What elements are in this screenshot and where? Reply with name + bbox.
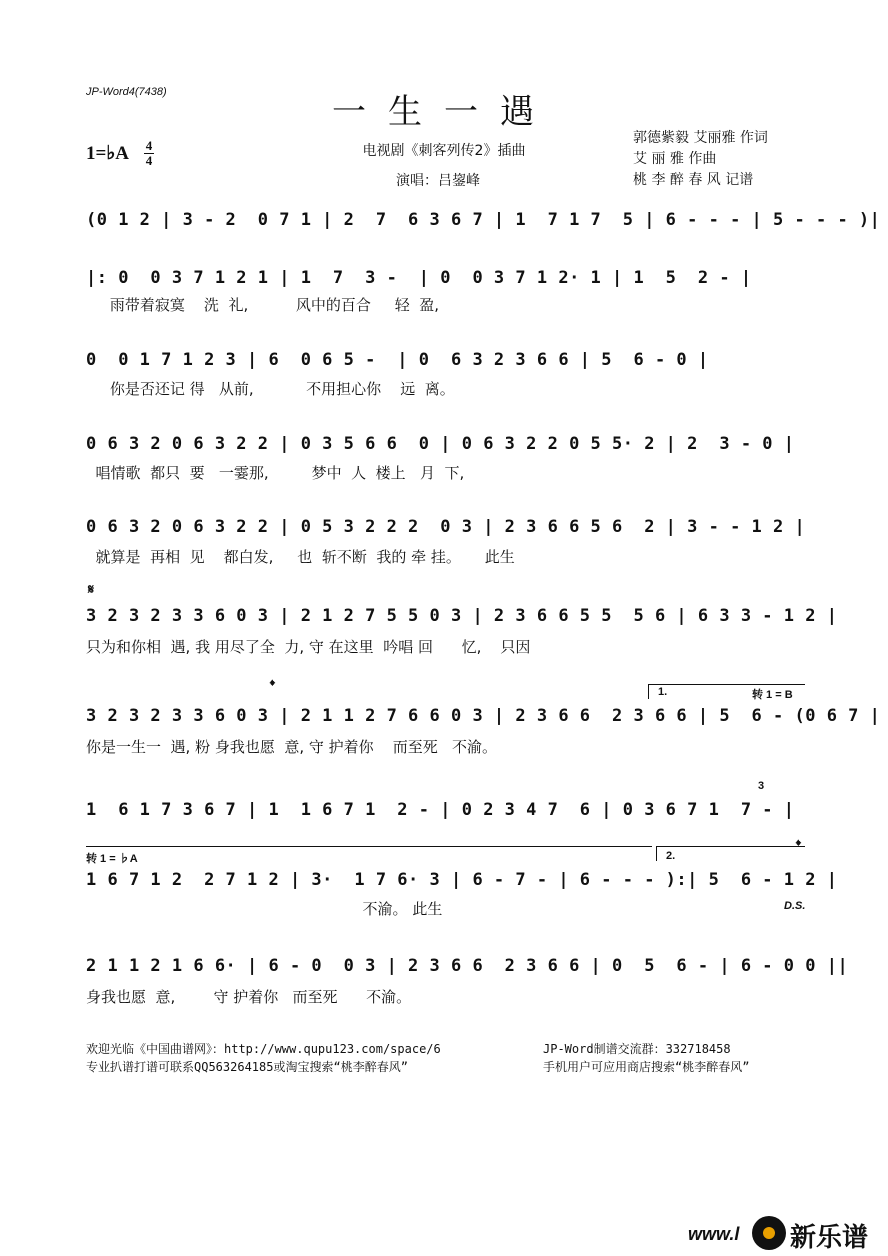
ds-mark: D.S. [784,900,806,912]
score-line-1-notes: (0 1 2 | 3 - 2 0 7 1 | 2 7 6 3 6 7 | 1 7 1 7 5 | 6 - - - | 5 - - - )| [86,210,881,230]
ending-1-label: 1. [658,686,668,698]
ending-2-label: 2. [666,850,676,862]
coda-sign-2: 𝄌 [796,838,801,854]
ending-2-bracket [656,846,805,861]
time-denominator: 4 [145,153,153,168]
score-line-10-lyrics: 身我也愿 意, 守 护着你 而至死 不渝。 [86,988,412,1006]
vinyl-record-icon [752,1216,786,1250]
singer: 演唱：吕鋆峰 [396,173,480,189]
score-line-5-lyrics: 就算是 再相 见 都白发, 也 斩不断 我的 牵 挂。 此生 [86,548,515,566]
score-line-6-notes: 3 2 3 2 3 3 6 0 3 | 2 1 2 7 5 5 0 3 | 2 3 6 6 5 5 5 6 | 6 3 3 - 1 2 | [86,606,838,626]
footer-group: JP-Word制谱交流群：332718458 [543,1042,731,1056]
score-line-2-notes: |: 0 0 3 7 1 2 1 | 1 7 3 - | 0 0 3 7 1 2· 1 | 1 5 2 - | [86,268,752,288]
score-line-4-lyrics: 唱情歌 都只 要 一霎那, 梦中 人 楼上 月 下, [86,464,465,482]
score-line-2-lyrics: 雨带着寂寞 洗 礼, 风中的百合 轻 盈, [86,296,440,314]
watermark-brand: 新乐谱 [790,1223,869,1253]
song-title: 一生一遇 [332,92,556,132]
segno-sign: 𝄋 [88,582,95,598]
credit-lyricist: 郭德紫毅 艾丽雅 作词 [633,130,768,146]
modulation-to-a: 转 1 = ♭A [86,853,138,865]
software-label: JP-Word4(7438) [86,86,167,98]
credit-composer: 艾 丽 雅 作曲 [633,151,717,167]
credit-transcriber: 桃 李 醉 春 风 记谱 [633,172,754,188]
score-line-9-notes: 1 6 7 1 2 2 7 1 2 | 3· 1 7 6· 3 | 6 - 7 - | 6 - - - ):| 5 6 - 1 2 | [86,870,838,890]
time-numerator: 4 [145,138,153,153]
watermark-url: www.l [688,1224,740,1244]
score-line-10-notes: 2 1 1 2 1 6 6· | 6 - 0 0 3 | 2 3 6 6 2 3 6 6 | 0 5 6 - | 6 - 0 0 || [86,956,849,976]
modulation-to-b: 转 1 = B [752,689,793,701]
subtitle: 电视剧《刺客列传2》插曲 [362,143,526,159]
footer-website: 欢迎光临《中国曲谱网》：http://www.qupu123.com/space/6 [86,1042,441,1056]
vinyl-record-label [763,1227,775,1239]
score-line-9-lyrics: 不渝。 此生 [86,900,443,918]
ending-1-bracket [648,684,805,699]
score-line-7-notes: 3 2 3 2 3 3 6 0 3 | 2 1 1 2 7 6 6 0 3 | 2 3 6 6 2 3 6 6 | 5 6 - (0 6 7 | [86,706,881,726]
score-line-7-lyrics: 你是一生一 遇, 粉 身我也愿 意, 守 护着你 而至死 不渝。 [86,738,498,756]
key-signature: 1=♭A [86,143,130,164]
triplet-mark: 3 [758,780,765,792]
score-line-8-notes: 1 6 1 7 3 6 7 | 1 1 6 7 1 2 - | 0 2 3 4 7 6 | 0 3 6 7 1 7 - | [86,800,795,820]
footer-mobile: 手机用户可应用商店搜索“桃李醉春风” [543,1060,750,1074]
score-line-5-notes: 0 6 3 2 0 6 3 2 2 | 0 5 3 2 2 2 0 3 | 2 3 6 6 5 6 2 | 3 - - 1 2 | [86,517,806,537]
footer-contact: 专业扒谱打谱可联系QQ563264185或淘宝搜索“桃李醉春风” [86,1060,408,1074]
first-ending-line [86,846,652,847]
score-line-3-notes: 0 0 1 7 1 2 3 | 6 0 6 5 - | 0 6 3 2 3 6 6 | 5 6 - 0 | [86,350,709,370]
score-line-6-lyrics: 只为和你相 遇, 我 用尽了全 力, 守 在这里 吟唱 回 忆, 只因 [86,638,531,656]
coda-sign: 𝄌 [270,678,275,694]
score-line-4-notes: 0 6 3 2 0 6 3 2 2 | 0 3 5 6 6 0 | 0 6 3 2 2 0 5 5· 2 | 2 3 - 0 | [86,434,795,454]
score-line-3-lyrics: 你是否还记 得 从前, 不用担心你 远 离。 [86,380,455,398]
